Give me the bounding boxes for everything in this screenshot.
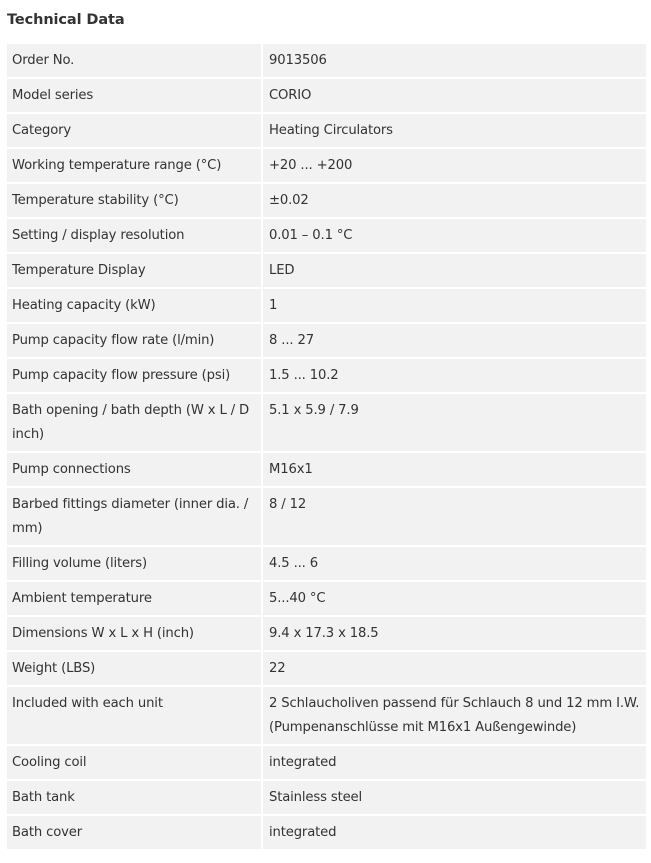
spec-value: M16x1: [263, 453, 646, 488]
table-row: [7, 114, 646, 149]
table-row: [7, 79, 646, 114]
spec-label: Bath cover: [7, 816, 263, 851]
spec-value: ±0.02: [263, 184, 646, 219]
table-row: [7, 687, 646, 746]
table-row: [7, 746, 646, 781]
spec-label: Temperature stability (°C): [7, 184, 263, 219]
spec-label: Pump connections: [7, 453, 263, 488]
table-row: [7, 184, 646, 219]
spec-value: Heating Circulators: [263, 114, 646, 149]
table-row: [7, 289, 646, 324]
spec-value: +20 ... +200: [263, 149, 646, 184]
spec-label: Dimensions W x L x H (inch): [7, 617, 263, 652]
spec-label: Pump capacity flow rate (l/min): [7, 324, 263, 359]
spec-label: Weight (LBS): [7, 652, 263, 687]
table-row: [7, 394, 646, 453]
table-row: [7, 582, 646, 617]
table-row: [7, 149, 646, 184]
spec-label: Working temperature range (°C): [7, 149, 263, 184]
table-row: [7, 547, 646, 582]
spec-label: Model series: [7, 79, 263, 114]
spec-value: 9.4 x 17.3 x 18.5: [263, 617, 646, 652]
table-row: [7, 324, 646, 359]
spec-label: Heating capacity (kW): [7, 289, 263, 324]
table-row: [7, 617, 646, 652]
spec-value: 2 Schlaucholiven passend für Schlauch 8 und 12 mm I.W. (Pumpenanschlüsse mit M16x1 Außengewinde): [263, 687, 646, 746]
table-row: [7, 453, 646, 488]
spec-value: integrated: [263, 816, 646, 851]
spec-label: Temperature Display: [7, 254, 263, 289]
spec-value: 8 / 12: [263, 488, 646, 547]
table-row: [7, 254, 646, 289]
table-row: [7, 44, 646, 79]
table-row: [7, 359, 646, 394]
spec-label: Barbed fittings diameter (inner dia. / mm): [7, 488, 263, 547]
spec-label: Category: [7, 114, 263, 149]
spec-value: 8 ... 27: [263, 324, 646, 359]
spec-value: CORIO: [263, 79, 646, 114]
table-row: [7, 219, 646, 254]
table-row: [7, 816, 646, 851]
section-title: Technical Data: [7, 12, 125, 28]
spec-label: Ambient temperature: [7, 582, 263, 617]
spec-label: Setting / display resolution: [7, 219, 263, 254]
spec-value: 9013506: [263, 44, 646, 79]
spec-label: Filling volume (liters): [7, 547, 263, 582]
spec-value: Stainless steel: [263, 781, 646, 816]
spec-value: 1: [263, 289, 646, 324]
spec-value: 5...40 °C: [263, 582, 646, 617]
technical-data-table: [7, 44, 646, 851]
spec-label: Bath tank: [7, 781, 263, 816]
spec-value: 4.5 ... 6: [263, 547, 646, 582]
spec-label: Pump capacity flow pressure (psi): [7, 359, 263, 394]
spec-value: 22: [263, 652, 646, 687]
spec-value: LED: [263, 254, 646, 289]
spec-label: Order No.: [7, 44, 263, 79]
spec-label: Bath opening / bath depth (W x L / D inch): [7, 394, 263, 453]
spec-label: Included with each unit: [7, 687, 263, 746]
spec-value: 1.5 ... 10.2: [263, 359, 646, 394]
table-row: [7, 488, 646, 547]
spec-value: 0.01 – 0.1 °C: [263, 219, 646, 254]
spec-value: integrated: [263, 746, 646, 781]
spec-label: Cooling coil: [7, 746, 263, 781]
table-row: [7, 781, 646, 816]
spec-value: 5.1 x 5.9 / 7.9: [263, 394, 646, 453]
table-row: [7, 652, 646, 687]
